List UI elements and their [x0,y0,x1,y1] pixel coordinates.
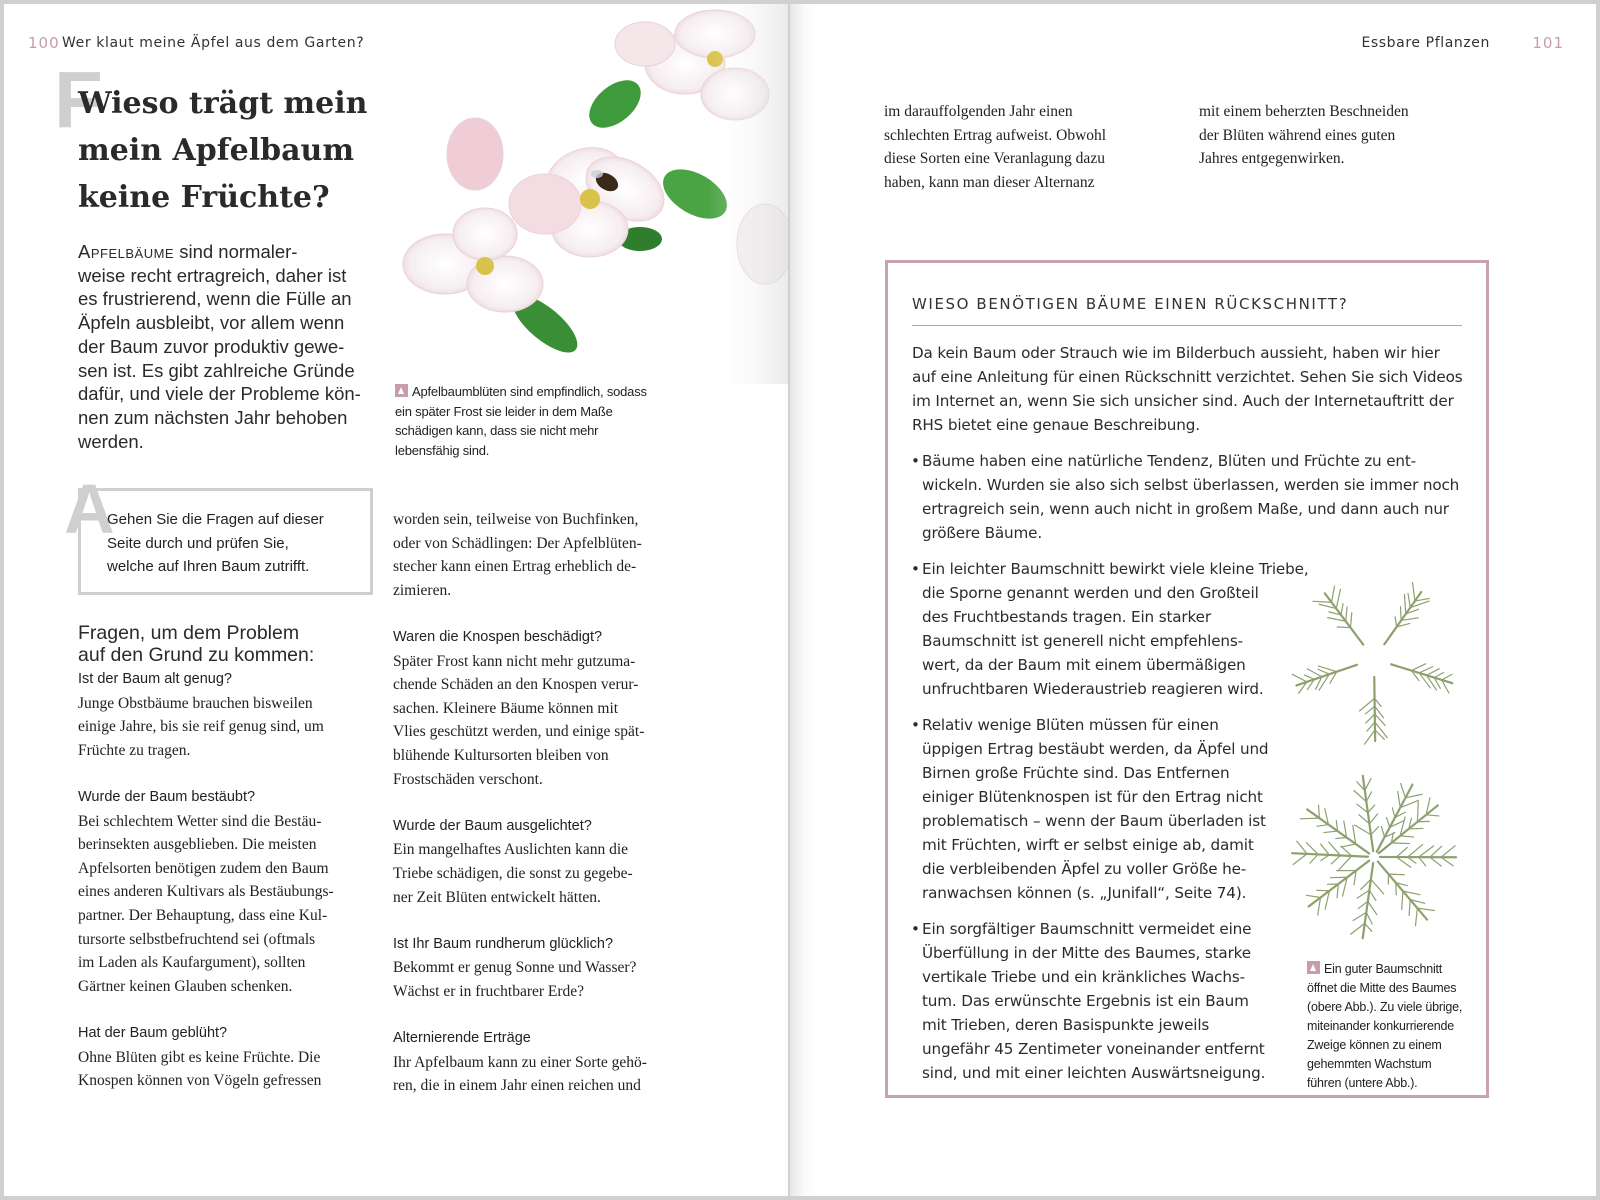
branch [1367,722,1375,731]
question-subheading: Ist der Baum alt genug? [78,671,232,687]
branch [1400,607,1401,621]
text-line: lebensfähig sind. [395,442,490,458]
text-line: Baumschnitt ist generell nicht empfehlens- [922,632,1243,650]
spacer [393,909,647,933]
spacer [393,1003,647,1027]
text-line: es frustrierend, wenn die Fülle an [78,288,352,310]
text-line: mein Apfelbaum [78,133,355,168]
text-line: Jahres entgegenwirken. [1199,150,1345,168]
branch [1304,675,1314,679]
branch [1402,891,1403,910]
text-line: im Internet an, wenn Sie sich unsicher sind. Auch der Internetauftritt der [912,392,1454,410]
text-line: gehemmten Wachstum [1307,1057,1432,1071]
question-subheading: Wurde der Baum ausgelichtet? [393,817,592,834]
question-subheading: Ist Ihr Baum rundherum glücklich? [393,935,614,952]
photo-caption [395,382,647,460]
dropcap: F [54,55,103,144]
text-line: schlechten Ertrag aufweist. Obwohl [884,126,1107,144]
branch [1365,779,1371,791]
text-line: tursorte selbstbefruchtend sei (oftmals [78,930,316,948]
branch [1363,776,1373,851]
spacer [393,602,647,626]
text-line: Gärtner keinen Glauben schenken. [78,977,293,995]
branch [1386,818,1389,828]
text-line: berinsekten ausgeblieben. Die meisten [78,836,317,854]
branch [1378,862,1427,920]
text-line: auf den Grund zu kommen: [78,644,315,666]
text-line: diese Sorten eine Veranlagung dazu [884,150,1105,168]
branch [1396,883,1397,895]
text-line: Da kein Baum oder Strauch wie im Bilderbuch aussieht, haben wir hier [912,344,1440,362]
text-line: Zweige können zu einem [1307,1038,1442,1052]
text-line: Äpfeln ausbleibt, vor allem wenn [78,312,345,334]
text-line: größere Bäume. [922,524,1043,542]
text-line: worden sein, teilweise von Buchfinken, [393,511,639,528]
branch [1306,843,1318,855]
text-line: (obere Abb.). Zu viele übrige, [1307,1000,1463,1014]
text-line: Früchte zu tragen. [78,741,191,759]
text-line: mit Trieben, deren Basispunkte jeweils [922,1016,1210,1034]
text-line: Bei schlechtem Wetter sind die Bestäu- [78,812,322,830]
text-line: Vlies geschützt werden, und einige spät- [393,723,645,741]
text-line: Seite durch und prüfen Sie, [107,534,289,552]
branch [1338,856,1351,871]
text-line: welche auf Ihren Baum zutrifft. [107,558,310,576]
branch [1321,844,1330,855]
triangle-up-icon [395,384,408,397]
right-column-2 [1199,100,1409,171]
text-line: RHS bietet eine genaue Beschreibung. [912,416,1200,434]
branch [1419,857,1426,866]
text-line: sind normaler- [174,241,298,262]
text-line: Triebe schädigen, die sonst zu gegebe- [393,864,633,882]
text-line: des Fruchtbestands tragen. Ein starker [922,608,1211,626]
branch [1365,730,1375,744]
branch [1331,855,1340,863]
text-line: problematisch – wenn der Baum überladen ist [922,812,1266,830]
box-intro [912,341,1462,437]
text-line: Ein guter Baumschnitt [1324,962,1443,976]
branch [1408,593,1410,607]
branch [1427,669,1440,675]
apple-blossom-photo [385,4,788,384]
branch [1396,857,1410,867]
branch [1337,627,1350,628]
text-line: Ein mangelhaftes Auslichten kann die [393,841,629,859]
branch [1366,912,1372,924]
branch [1398,792,1401,808]
branch [1293,854,1307,865]
branch [1319,805,1320,818]
branch [1371,827,1379,835]
branch [1366,792,1371,802]
text-line: im Laden als Kaufargument), sollten [78,954,306,972]
text-line: der Blüten während eines guten [1199,126,1396,144]
text-line: Frostschäden verschont. [393,770,543,788]
text-line: Junge Obstbäume brauchen bisweilen [78,694,313,712]
branch [1434,672,1443,677]
text-line: üppigen Ertrag bestäubt werden, da Äpfel und [922,740,1269,758]
spacer [78,998,334,1022]
text-line: stecher kann einen Ertrag erheblich de- [393,558,637,576]
text-line: auf eine Anleitung für einen Rückschnitt verzichtet. Sehen Sie sich Videos [912,368,1463,386]
branch [1404,594,1405,614]
intro-text [78,241,361,452]
text-line: nen zum nächsten Jahr behoben [78,406,348,428]
text-line: Bekommt er genug Sonne und Wasser? [393,959,637,977]
text-line: wickeln. Wurden sie also sich selbst überlassen, werden sie immer noch [922,476,1460,494]
branch [1391,843,1409,844]
branch [1341,844,1356,847]
text-line: unfruchtbaren Wiederaustrieb reagieren wird. [922,680,1264,698]
text-line: Überfüllung in der Mitte des Baumes, starke [922,944,1251,962]
question-subheading: Wurde der Baum bestäubt? [78,788,256,805]
text-line: mit einem beherzten Beschneiden [1199,103,1409,120]
left-column-1 [78,668,334,1093]
text-line: mit Früchten, wirft er selbst einige ab, damit [922,836,1254,854]
triangle-up-icon [1307,961,1320,974]
branch [1336,838,1347,839]
branch [1413,582,1415,601]
text-line: blühende Kultursorten bleiben von [393,746,609,764]
box-heading-rule [912,325,1462,326]
branch [1317,825,1328,827]
text-line: dafür, und viele der Probleme kön- [78,383,361,405]
question-subheading: Hat der Baum geblüht? [78,1024,228,1041]
article-title [78,80,367,221]
text-line: eines anderen Kultivars als Bestäubungs- [78,883,334,901]
text-line: Gehen Sie die Fragen auf dieser [107,511,324,528]
branch [1368,805,1375,813]
text-line: führen (untere Abb.). [1307,1076,1418,1090]
intro-smallcaps: Apfelbäume [78,241,175,262]
text-line: ner Zeit Blüten entwickelt hätten. [393,888,601,906]
branch [1442,674,1452,680]
running-head: Wer klaut meine Äpfel aus dem Garten? [62,35,365,51]
branch [1346,607,1347,621]
branch [1324,831,1338,833]
left-page [4,4,788,1196]
branch [1419,667,1433,673]
text-line: keine Früchte? [78,180,330,215]
tree-caption [1307,960,1462,1093]
branch [1360,698,1375,711]
branch [1396,847,1407,857]
text-line: oder von Schädlingen: Der Apfelblüten- [393,534,642,552]
tree-crowded-illustration [1288,767,1460,947]
text-line: ranwachsen können (s. „Junifall“, Seite 74). [922,884,1247,902]
right-page [790,4,1596,1196]
branch [1366,714,1375,723]
text-line: Relativ wenige Blüten müssen für einen [922,716,1219,734]
branch [1310,854,1318,863]
branch [1355,825,1371,835]
branch [1309,861,1370,907]
branch [1329,842,1341,855]
branch [1389,874,1405,875]
branch [1441,846,1455,858]
text-line: sen ist. Es gibt zahlreiche Gründe [78,359,355,381]
text-line: sachen. Kleinere Bäume können mit [393,699,619,717]
page-number: 100 [28,34,60,52]
text-line: sind, und mit einer leichten Auswärtsneigung. [922,1064,1266,1082]
text-line: Ein leichter Baumschnitt bewirkt viele kleine Triebe, [922,560,1309,578]
question-subheading: Alternierende Erträge [393,1030,531,1047]
text-line: tum. Das erwünschte Ergebnis ist ein Baum [922,992,1249,1010]
text-line: wert, da der Baum mit einem übermäßigen [922,656,1246,674]
branch [1297,841,1307,854]
bullet-icon: • [911,716,920,734]
branch [1395,617,1397,627]
branch [1426,815,1439,816]
text-line: Ein sorgfältiger Baumschnitt vermeidet eine [922,920,1252,938]
branch [1336,589,1340,608]
text-line: chende Schäden an den Knospen verur- [393,676,639,694]
branch [1332,586,1335,602]
branch [1415,908,1417,926]
questions-heading [78,622,314,666]
branch [1341,604,1343,615]
branch [1369,814,1377,824]
branch [1441,857,1453,866]
text-line: ertragreich sein, wenn auch nicht in großem Maße, und dann auch nur [922,500,1449,518]
branch [1318,669,1329,674]
text-line: ungefähr 45 Zentimeter voneinander entfernt [922,1040,1265,1058]
right-column-1 [884,100,1106,194]
page-number: 101 [1532,34,1564,52]
text-line: öffnet die Mitte des Baumes [1307,981,1457,995]
branch [1368,901,1377,914]
bullet-icon: • [911,560,920,578]
branch [1371,879,1384,894]
text-line: Ohne Blüten gibt es keine Früchte. Die [78,1048,321,1066]
text-line: einige Jahre, bis sie reif genug sind, um [78,718,324,736]
text-line: Bäume haben eine natürliche Tendenz, Blüten und Früchte zu ent- [922,452,1417,470]
branch [1381,827,1384,838]
spacer [393,791,647,815]
question-subheading: Waren die Knospen beschädigt? [393,628,603,645]
spacer [78,762,334,786]
text-line: einiger Blütenknospen ist für den Ertrag nicht [922,788,1263,806]
text-line: die verbleibenden Äpfel zu voller Größe he- [922,860,1247,878]
callout-text [107,508,324,579]
branch [1366,706,1375,714]
branch [1350,613,1351,628]
text-line: Fragen, um dem Problem [78,622,300,644]
text-line: ren, die in einem Jahr einen reichen und [393,1077,641,1095]
branch [1300,818,1319,819]
text-line: Wächst er in fruchtbarer Erde? [393,982,585,1000]
text-line: Apfelsorten benötigen zudem den Baum [78,859,329,877]
text-line: weise recht ertragreich, daher ist [78,264,347,286]
text-line: miteinander konkurrierende [1307,1019,1454,1033]
branch [1412,664,1426,671]
text-line: Ihr Apfelbaum kann zu einer Sorte gehö- [393,1053,647,1071]
tree-open-center-illustration [1288,569,1460,749]
branch [1400,836,1413,837]
text-line: werden. [78,430,144,452]
text-line: im darauffolgenden Jahr einen [884,103,1073,120]
text-line: der Baum zuvor produktiv gewe- [78,335,345,357]
bullet-icon: • [911,920,920,938]
branch [1401,784,1406,798]
text-line: schädigen kann, dass sie nicht mehr [395,423,599,438]
text-line: haben, kann man dieser Alternanz [884,173,1095,191]
branch [1369,890,1376,900]
running-head: Essbare Pflanzen [1361,35,1490,51]
info-box [885,260,1489,1098]
text-line: ein später Frost sie leider in dem Maße [395,403,613,419]
text-line: Birnen große Früchte sind. Das Entfernen [922,764,1230,782]
branch [1325,593,1363,644]
branch [1306,895,1320,897]
branch [1417,802,1418,822]
bullet-icon: • [911,452,920,470]
text-line: Apfelbaumblüten sind empfindlich, sodass [412,384,647,399]
text-line: partner. Der Behauptung, dass eine Kul- [78,906,328,924]
left-column-2 [393,508,647,1098]
branch [1409,900,1410,916]
branch [1391,664,1452,683]
branch [1313,601,1332,602]
text-line: Knospen können von Vögeln gefressen [78,1072,322,1090]
branch [1392,808,1395,818]
branch [1365,923,1372,931]
bullet-item [912,449,1462,545]
text-line: Später Frost kann nicht mehr gutzuma- [393,652,636,670]
intro-paragraph [78,240,368,453]
callout-dropcap: A [64,470,115,548]
branch [1430,857,1441,866]
text-line: die Sporne genannt werden und den Großteil [922,584,1259,602]
text-line: zimieren. [393,581,452,599]
text-line: vertikale Triebe und ein kränkliches Wachs- [922,968,1245,986]
box-heading: WIESO BENÖTIGEN BÄUME EINEN RÜCKSCHNITT? [912,295,1349,313]
text-line: Wieso trägt mein [78,86,368,121]
